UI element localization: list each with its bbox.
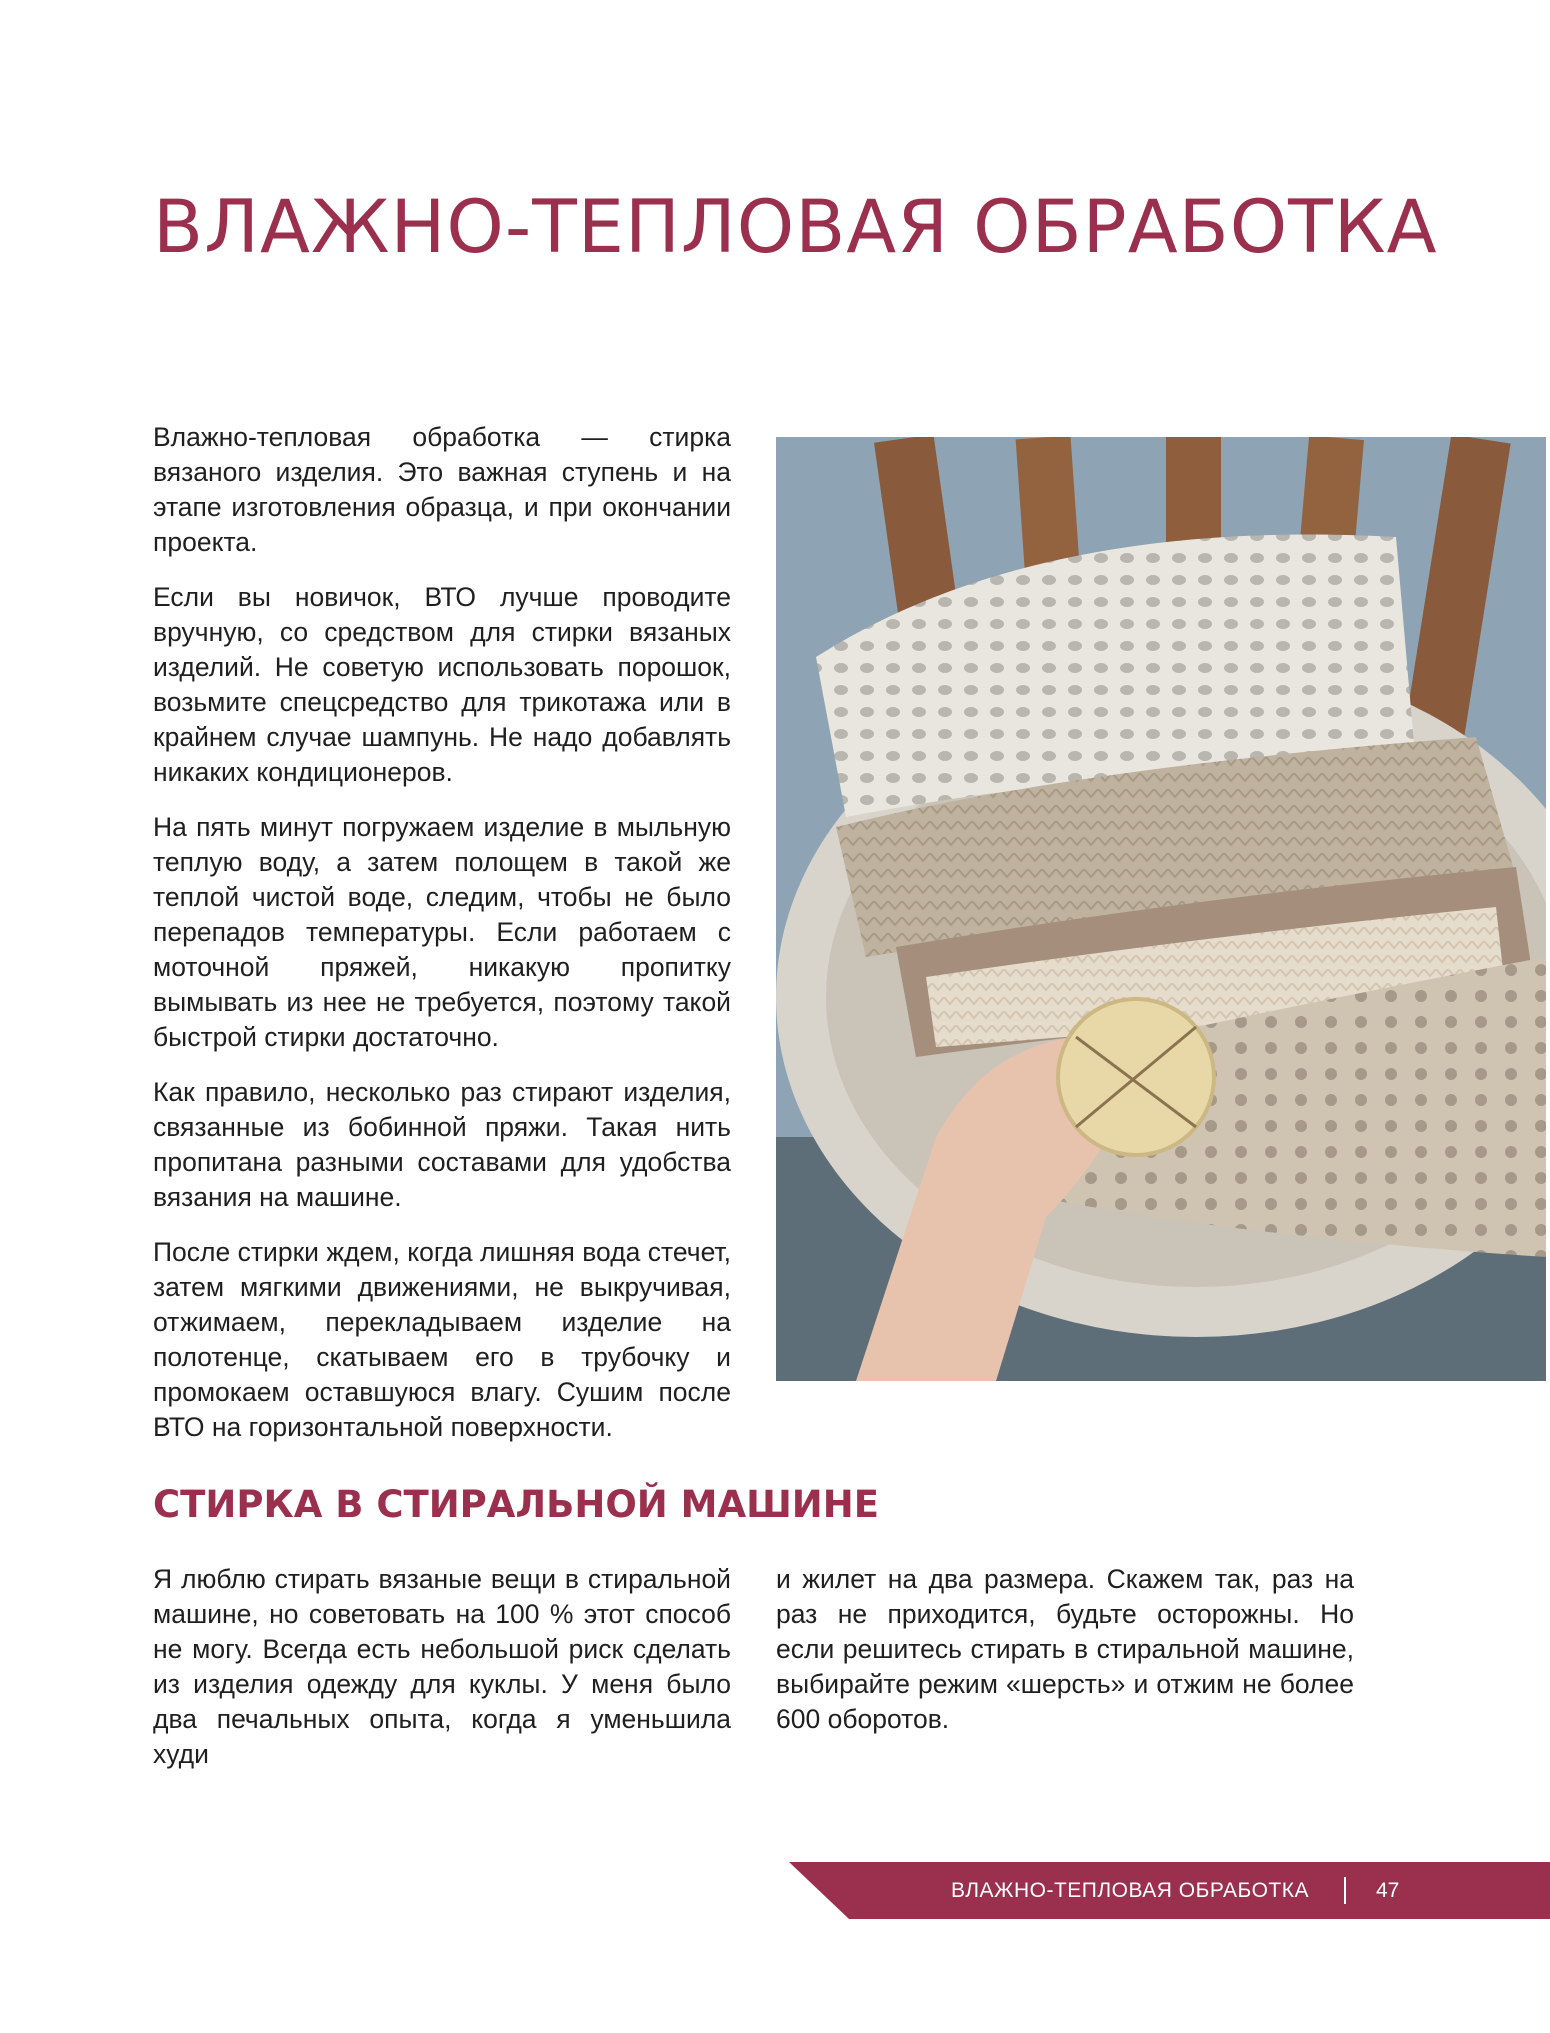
paragraph: Как правило, несколько раз стирают изделия, связанные из бобинной пряжи. Такая нить пропитана разными составами для удобства вязания на машине. [153,1077,731,1212]
section-text-right: и жилет на два размера. Скажем так, раз на раз не приходится, будьте осторожны. Но если решитесь стирать в стиральной машине, выбирайте режим «шерсть» и отжим не более 600 оборотов. [776,1564,1354,1734]
page-title: ВЛАЖНО-ТЕПЛОВАЯ ОБРАБОТКА [153,185,1438,270]
footer-divider [1344,1877,1346,1904]
knitwear-basket-photo [776,437,1546,1381]
footer-running-title: ВЛАЖНО-ТЕПЛОВАЯ ОБРАБОТКА [951,1879,1309,1902]
paragraph: На пять минут погружаем изделие в мыльную теплую воду, а затем полощем в такой же теплой чистой воде, следим, чтобы не было перепадов температуры. Если работаем с моточной пряжей, никакую пропитку вымывать из нее не требуется, поэтому такой быстрой стирки достаточно. [153,812,731,1052]
paragraph: Если вы новичок, ВТО лучше проводите вручную, со средством для стирки вязаных изделий. Не советую использовать порошок, возьмите спецсредство для трикотажа или в крайнем случае шампунь. Не надо добавлять никаких кондиционеров. [153,582,731,787]
paragraph: После стирки ждем, когда лишняя вода стечет, затем мягкими движениями, не выкручивая, отжимаем, перекладываем изделие на полотенце, скатываем его в трубочку и промокаем оставшуюся влагу. Сушим после ВТО на горизонтальной поверхности. [153,1237,731,1442]
photo-illustration [776,437,1546,1381]
paragraph: Влажно-тепловая обработка — стирка вязаного изделия. Это важная ступень и на этапе изготовления образца, и при окончании проекта. [153,422,731,557]
page-number: 47 [1376,1879,1400,1902]
intro-text [153,420,731,1465]
section-heading: СТИРКА В СТИРАЛЬНОЙ МАШИНЕ [153,1483,879,1526]
section-text-left: Я люблю стирать вязаные вещи в стиральной машине, но советовать на 100 % этот способ не могу. Всегда есть небольшой риск сделать из изделия одежду для куклы. У меня было два печальных опыта, когда я уменьшила худи [153,1564,731,1769]
